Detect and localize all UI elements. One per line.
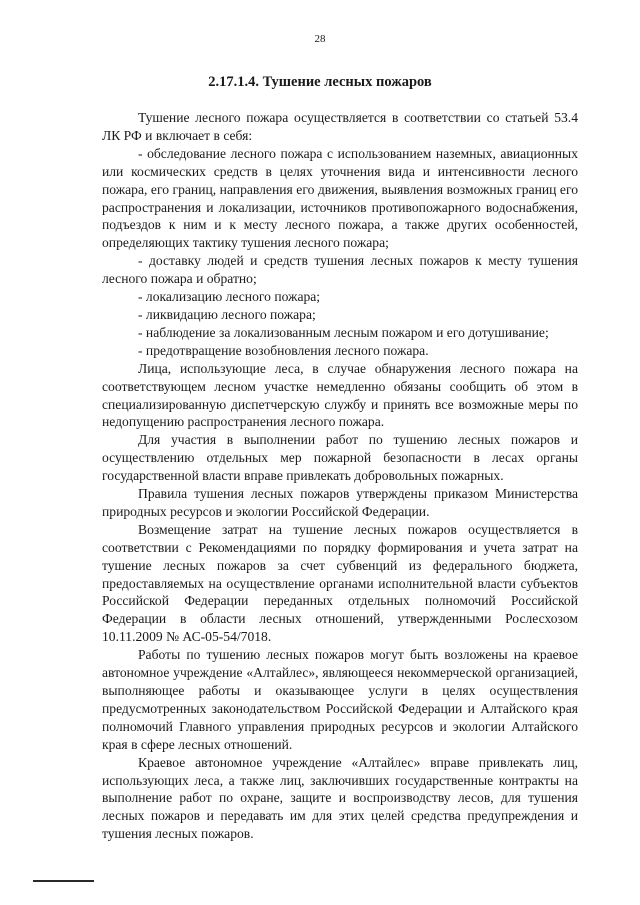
paragraph-volunteers: Для участия в выполнении работ по тушению лесных пожаров и осуществлению отдельных мер пожарной безопасности в лесах органы государственной власти вправе привлекать добровольных пожарных. [102, 432, 578, 484]
paragraph-intro: Тушение лесного пожара осуществляется в соответствии со статьей 53.4 ЛК РФ и включает в себя: [102, 110, 578, 143]
paragraph-altayles-works: Работы по тушению лесных пожаров могут быть возложены на краевое автономное учреждение «Алтайлес», являющееся некоммерческой организацией, выполняющее работы и оказывающее услуги в целях осуществления предусмотренных законодательством Российской Федерации и Алтайского края полномочий Главного управления природных ресурсов и экологии Алтайского края в сфере лесных отношений. [102, 647, 578, 752]
list-item-localization: - локализацию лесного пожара; [138, 289, 321, 305]
list-item-delivery: - доставку людей и средств тушения лесных пожаров к месту тушения лесного пожара и обратно; [102, 253, 578, 287]
paragraph-altayles-rights: Краевое автономное учреждение «Алтайлес» вправе привлекать лиц, использующих леса, а также лиц, заключивших государственные контракты на выполнение работ по охране, защите и воспроизводству лесов, для тушения лесных пожаров и передавать им для этих целей средства предупреждения и тушения лесных пожаров. [102, 754, 578, 842]
section-heading: 2.17.1.4. Тушение лесных пожаров [208, 74, 432, 90]
document-body [102, 109, 578, 843]
paragraph-rules: Правила тушения лесных пожаров утверждены приказом Министерства природных ресурсов и экологии Российской Федерации. [102, 486, 578, 519]
page-number: 28 [314, 33, 326, 45]
footer-line [33, 880, 94, 882]
list-item-monitoring: - наблюдение за локализованным лесным пожаром и его дотушивание; [138, 324, 549, 340]
list-item-liquidation: - ликвидацию лесного пожара; [138, 306, 316, 322]
list-item-survey: - обследование лесного пожара с использованием наземных, авиационных или космических средств в целях уточнения вида и интенсивности лесного пожара, его границ, направления его движения, выявления возможных границ его распространения и локализации, источников противопожарного водоснабжения, подъездов к ним и к месту лесного пожара, а также других особенностей, определяющих тактику тушения лесного пожара; [102, 145, 578, 251]
paragraph-forest-users: Лица, использующие леса, в случае обнаружения лесного пожара на соответствующем лесном участке немедленно обязаны сообщить об этом в специализированную диспетчерскую службу и принять все возможные меры по недопущению распространения лесного пожара. [102, 360, 578, 430]
list-item-prevention: - предотвращение возобновления лесного пожара. [138, 342, 429, 358]
paragraph-cost-reimbursement: Возмещение затрат на тушение лесных пожаров осуществляется в соответствии с Рекомендациями по порядку формирования и учета затрат на тушение лесных пожаров за счет субвенций из федерального бюджета, предоставляемых на осуществление органами исполнительной власти субъектов Российской Федерации переданных отдельных полномочий Российской Федерации в области лесных отношений, утвержденными Рослесхозом 10.11.2009 № АС-05-54/7018. [102, 521, 578, 645]
